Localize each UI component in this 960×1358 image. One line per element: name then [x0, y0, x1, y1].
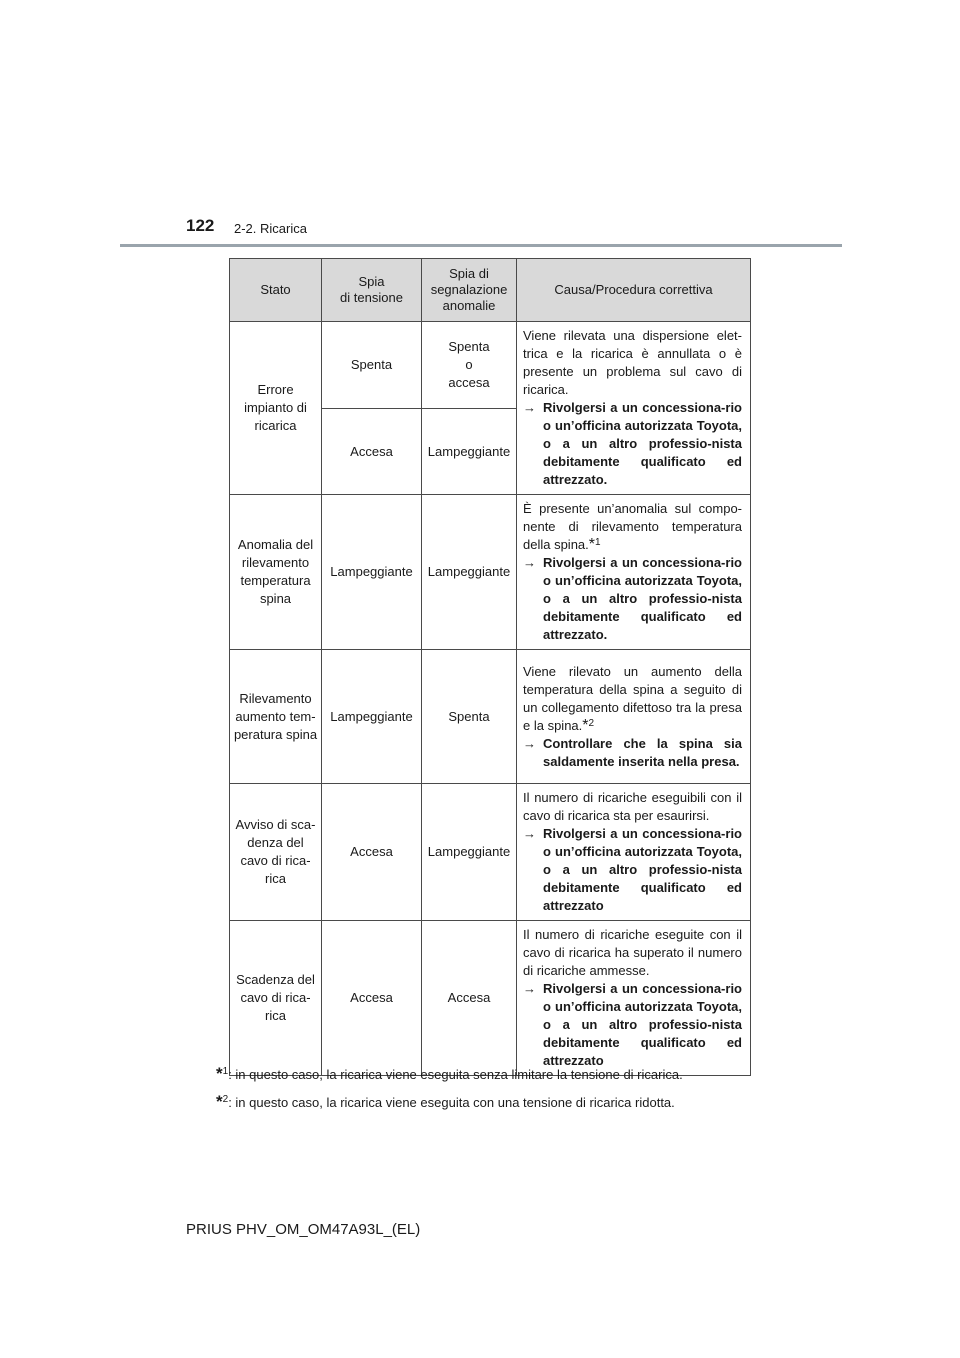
cell-stato: Anomalia del rilevamento temperatura spina	[230, 495, 322, 650]
action-text: Rivolgersi a un concessiona-rio o un’officina autorizzata Toyota, o a un altro professio-nista debitamente qualificato ed attrezzato.	[543, 555, 742, 642]
cell-spia-tensione: Accesa	[322, 784, 422, 921]
header-spia-anomalie: Spia di segnalazione anomalie	[422, 259, 517, 322]
cell-spia-tensione: Lampeggiante	[322, 495, 422, 650]
table-row	[230, 650, 751, 784]
footnote-text: : in questo caso, la ricarica viene eseguita senza limitare la tensione di ricarica.	[228, 1067, 683, 1082]
cause-text: Il numero di ricariche eseguibili con il cavo di ricarica sta per esaurirsi.	[523, 790, 742, 823]
header-causa: Causa/Procedura correttiva	[517, 259, 751, 322]
footnote-marker: *	[582, 716, 589, 734]
arrow-right-icon: →	[523, 826, 536, 841]
corrective-action	[523, 825, 742, 915]
footnote-text: : in questo caso, la ricarica viene eseguita con una tensione di ricarica ridotta.	[228, 1095, 675, 1110]
cell-spia-tensione: Accesa	[322, 921, 422, 1076]
arrow-right-icon: →	[523, 981, 536, 996]
table-row	[230, 921, 751, 1076]
cell-causa	[517, 921, 751, 1076]
action-text: Rivolgersi a un concessiona-rio o un’officina autorizzata Toyota, o a un altro professio-nista debitamente qualificato ed attrezzato	[543, 981, 742, 1068]
cell-spia-anomalie: Lampeggiante	[422, 495, 517, 650]
charging-indicator-table	[229, 258, 751, 1076]
cell-spia-anomalie: Accesa	[422, 921, 517, 1076]
cause-text: Il numero di ricariche eseguite con il cavo di ricarica ha superato il numero di ricariche ammesse.	[523, 927, 742, 978]
cell-spia-anomalie: Spenta	[422, 650, 517, 784]
cell-causa	[517, 784, 751, 921]
footnote-number: 1	[222, 1066, 229, 1077]
action-text: Rivolgersi a un concessiona-rio o un’officina autorizzata Toyota, o a un altro professio-nista debitamente qualificato ed attrezzato.	[543, 400, 742, 487]
action-text: Rivolgersi a un concessiona-rio o un’officina autorizzata Toyota, o a un altro professio-nista debitamente qualificato ed attrezzato	[543, 826, 742, 913]
arrow-right-icon: →	[523, 400, 536, 415]
cell-spia-tensione: Lampeggiante	[322, 650, 422, 784]
table-row	[230, 322, 751, 409]
action-text: Controllare che la spina sia saldamente inserita nella presa.	[543, 735, 742, 769]
cell-spia-anomalie: Lampeggiante	[422, 784, 517, 921]
cell-causa	[517, 495, 751, 650]
header-rule	[120, 244, 842, 247]
page-number: 122	[186, 216, 215, 235]
cell-stato: Rilevamento aumento tem- peratura spina	[230, 650, 322, 784]
footnote-marker: *	[216, 1064, 223, 1083]
cell-spia-tensione: Accesa	[322, 409, 422, 495]
cause-body: È presente un’anomalia sul compo-nente di rilevamento temperatura della spina.	[523, 501, 742, 552]
cell-spia-anomalie: Lampeggiante	[422, 409, 517, 495]
corrective-action	[523, 554, 742, 644]
cause-body: Viene rilevato un aumento della temperatura della spina a seguito di un collegamento difettoso tra la presa e la spina.	[523, 663, 742, 733]
footnote-number: 1	[595, 537, 601, 548]
table-row	[230, 784, 751, 921]
footnote-number: 2	[588, 717, 595, 729]
corrective-action	[523, 399, 742, 489]
footnote	[216, 1064, 683, 1092]
document-id: PRIUS PHV_OM_OM47A93L_(EL)	[186, 1221, 421, 1238]
header-spia-tensione: Spia di tensione	[322, 259, 422, 322]
cell-causa	[517, 650, 751, 784]
cell-stato: Errore impianto di ricarica	[230, 322, 322, 495]
section-title: 2-2. Ricarica	[234, 221, 307, 236]
cause-text: Viene rilevata una dispersione elet-trica e la ricarica è annullata o è presente un problema sul cavo di ricarica.	[523, 328, 742, 397]
arrow-right-icon: →	[523, 555, 536, 570]
cause-text	[523, 500, 742, 554]
table-row	[230, 495, 751, 650]
corrective-action	[523, 735, 742, 771]
cell-stato: Scadenza del cavo di rica- rica	[230, 921, 322, 1076]
footnotes	[216, 1064, 683, 1120]
cause-text	[523, 663, 742, 735]
footnote-number: 2	[222, 1094, 229, 1105]
table-header-row	[230, 259, 751, 322]
arrow-right-icon: →	[523, 735, 536, 751]
footnote-marker: *	[588, 536, 596, 553]
cell-spia-tensione: Spenta	[322, 322, 422, 409]
cell-stato: Avviso di sca- denza del cavo di rica- rica	[230, 784, 322, 921]
header-stato: Stato	[230, 259, 322, 322]
cell-causa	[517, 322, 751, 495]
footnote-marker: *	[216, 1092, 223, 1111]
cell-spia-anomalie: Spenta o accesa	[422, 322, 517, 409]
corrective-action	[523, 980, 742, 1070]
footnote	[216, 1092, 683, 1120]
